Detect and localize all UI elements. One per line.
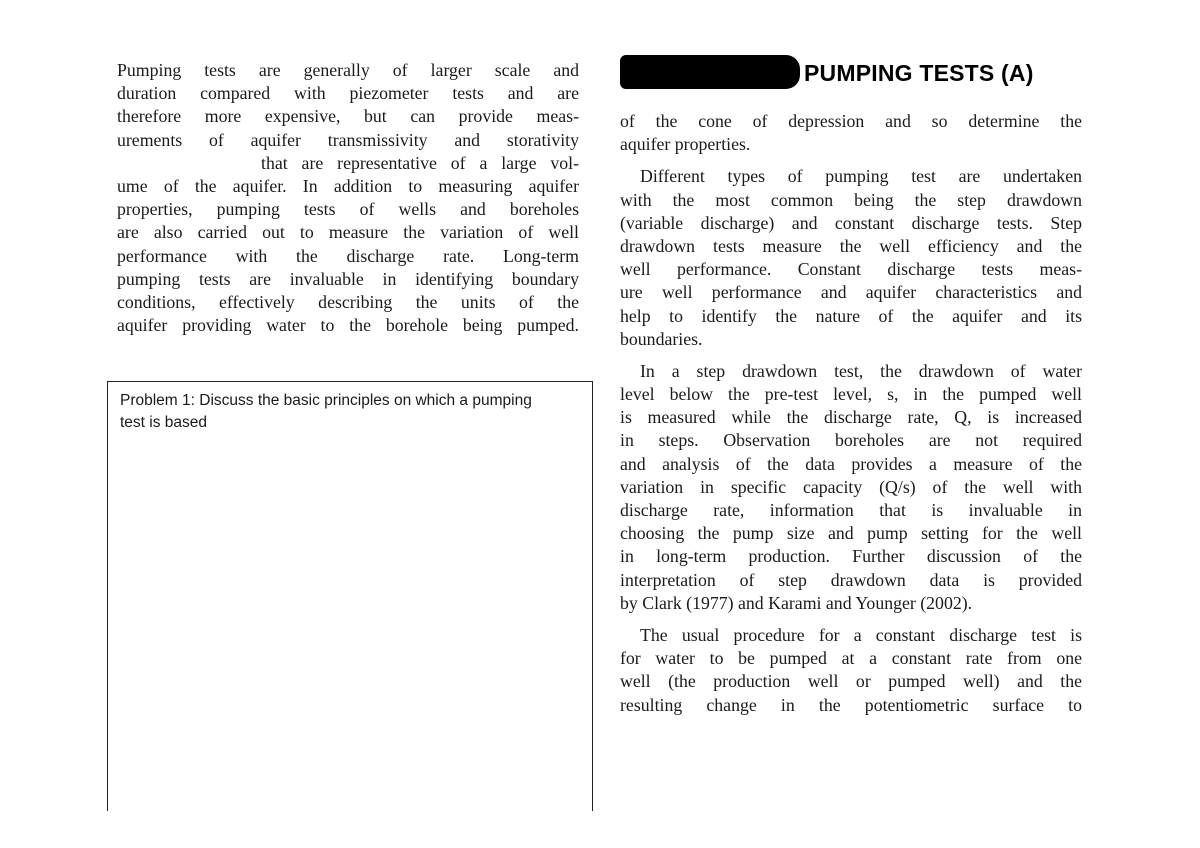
text-line: drawdown tests measure the well efficiency and the <box>620 235 1082 256</box>
left-column <box>117 59 579 337</box>
text-line: with the most common being the step drawdown <box>620 189 1082 210</box>
text-line: interpretation of step drawdown data is provided <box>620 569 1082 590</box>
text-line: that are representative of a large vol- <box>261 152 579 173</box>
text-line: is measured while the discharge rate, Q, is increased <box>620 407 1082 428</box>
text-line: aquifer properties. <box>620 134 751 155</box>
text-line: well (the production well or pumped well) and the <box>620 671 1082 692</box>
text-line: properties, pumping tests of wells and boreholes <box>117 199 579 220</box>
text-line: help to identify the nature of the aquifer and its <box>620 305 1082 326</box>
section-title: PUMPING TESTS (A) <box>804 60 1034 86</box>
redaction-block <box>620 55 800 89</box>
problem-answer-box[interactable] <box>107 381 593 811</box>
paragraph <box>620 624 1082 717</box>
text-line: pumping tests are invaluable in identifying boundary <box>117 268 579 289</box>
text-line: for water to be pumped at a constant rate from one <box>620 648 1082 669</box>
text-line: level below the pre-test level, s, in the pumped well <box>620 384 1082 405</box>
text-line: discharge rate, information that is invaluable in <box>620 500 1082 520</box>
text-line: Different types of pumping test are undertaken <box>640 166 1082 187</box>
text-line: performance with the discharge rate. Long-term <box>117 245 579 266</box>
text-line: and analysis of the data provides a measure of the <box>620 453 1082 474</box>
text-line: variation in specific capacity (Q/s) of the well with <box>620 476 1082 497</box>
text-line: duration compared with piezometer tests and are <box>117 83 579 104</box>
text-line: in long-term production. Further discussion of the <box>620 546 1082 567</box>
right-column <box>620 110 1082 717</box>
text-line: choosing the pump size and pump setting for the well <box>620 523 1082 544</box>
paragraph <box>620 360 1082 615</box>
text-line: well performance. Constant discharge tests meas- <box>620 259 1082 280</box>
text-line: resulting change in the potentiometric surface to <box>620 694 1082 715</box>
text-line: of the cone of depression and so determine the <box>620 111 1082 131</box>
text-line: are also carried out to measure the variation of well <box>117 222 579 243</box>
text-line: aquifer providing water to the borehole being pumped. <box>117 315 579 336</box>
text-line: ume of the aquifer. In addition to measuring aquifer <box>117 175 579 196</box>
text-line: by Clark (1977) and Karami and Younger (2002). <box>620 592 973 613</box>
text-line: In a step drawdown test, the drawdown of water <box>640 360 1082 381</box>
text-line: urements of aquifer transmissivity and storativity <box>117 129 579 150</box>
text-line: (variable discharge) and constant discharge tests. Step <box>620 212 1082 233</box>
text-line: The usual procedure for a constant discharge test is <box>640 624 1082 645</box>
paragraph <box>620 110 1082 156</box>
paragraph <box>620 165 1082 351</box>
text-line: Pumping tests are generally of larger scale and <box>117 60 579 80</box>
problem-prompt <box>120 390 580 434</box>
text-line: ure well performance and aquifer characteristics and <box>620 282 1082 303</box>
text-line: conditions, effectively describing the units of the <box>117 291 579 312</box>
problem-line: test is based <box>120 414 208 431</box>
text-line: therefore more expensive, but can provide meas- <box>117 106 579 127</box>
page-header <box>620 53 1100 93</box>
text-line: in steps. Observation boreholes are not required <box>620 430 1082 451</box>
text-line: boundaries. <box>620 328 703 349</box>
problem-line: Problem 1: Discuss the basic principles on which a pumping <box>120 392 532 409</box>
